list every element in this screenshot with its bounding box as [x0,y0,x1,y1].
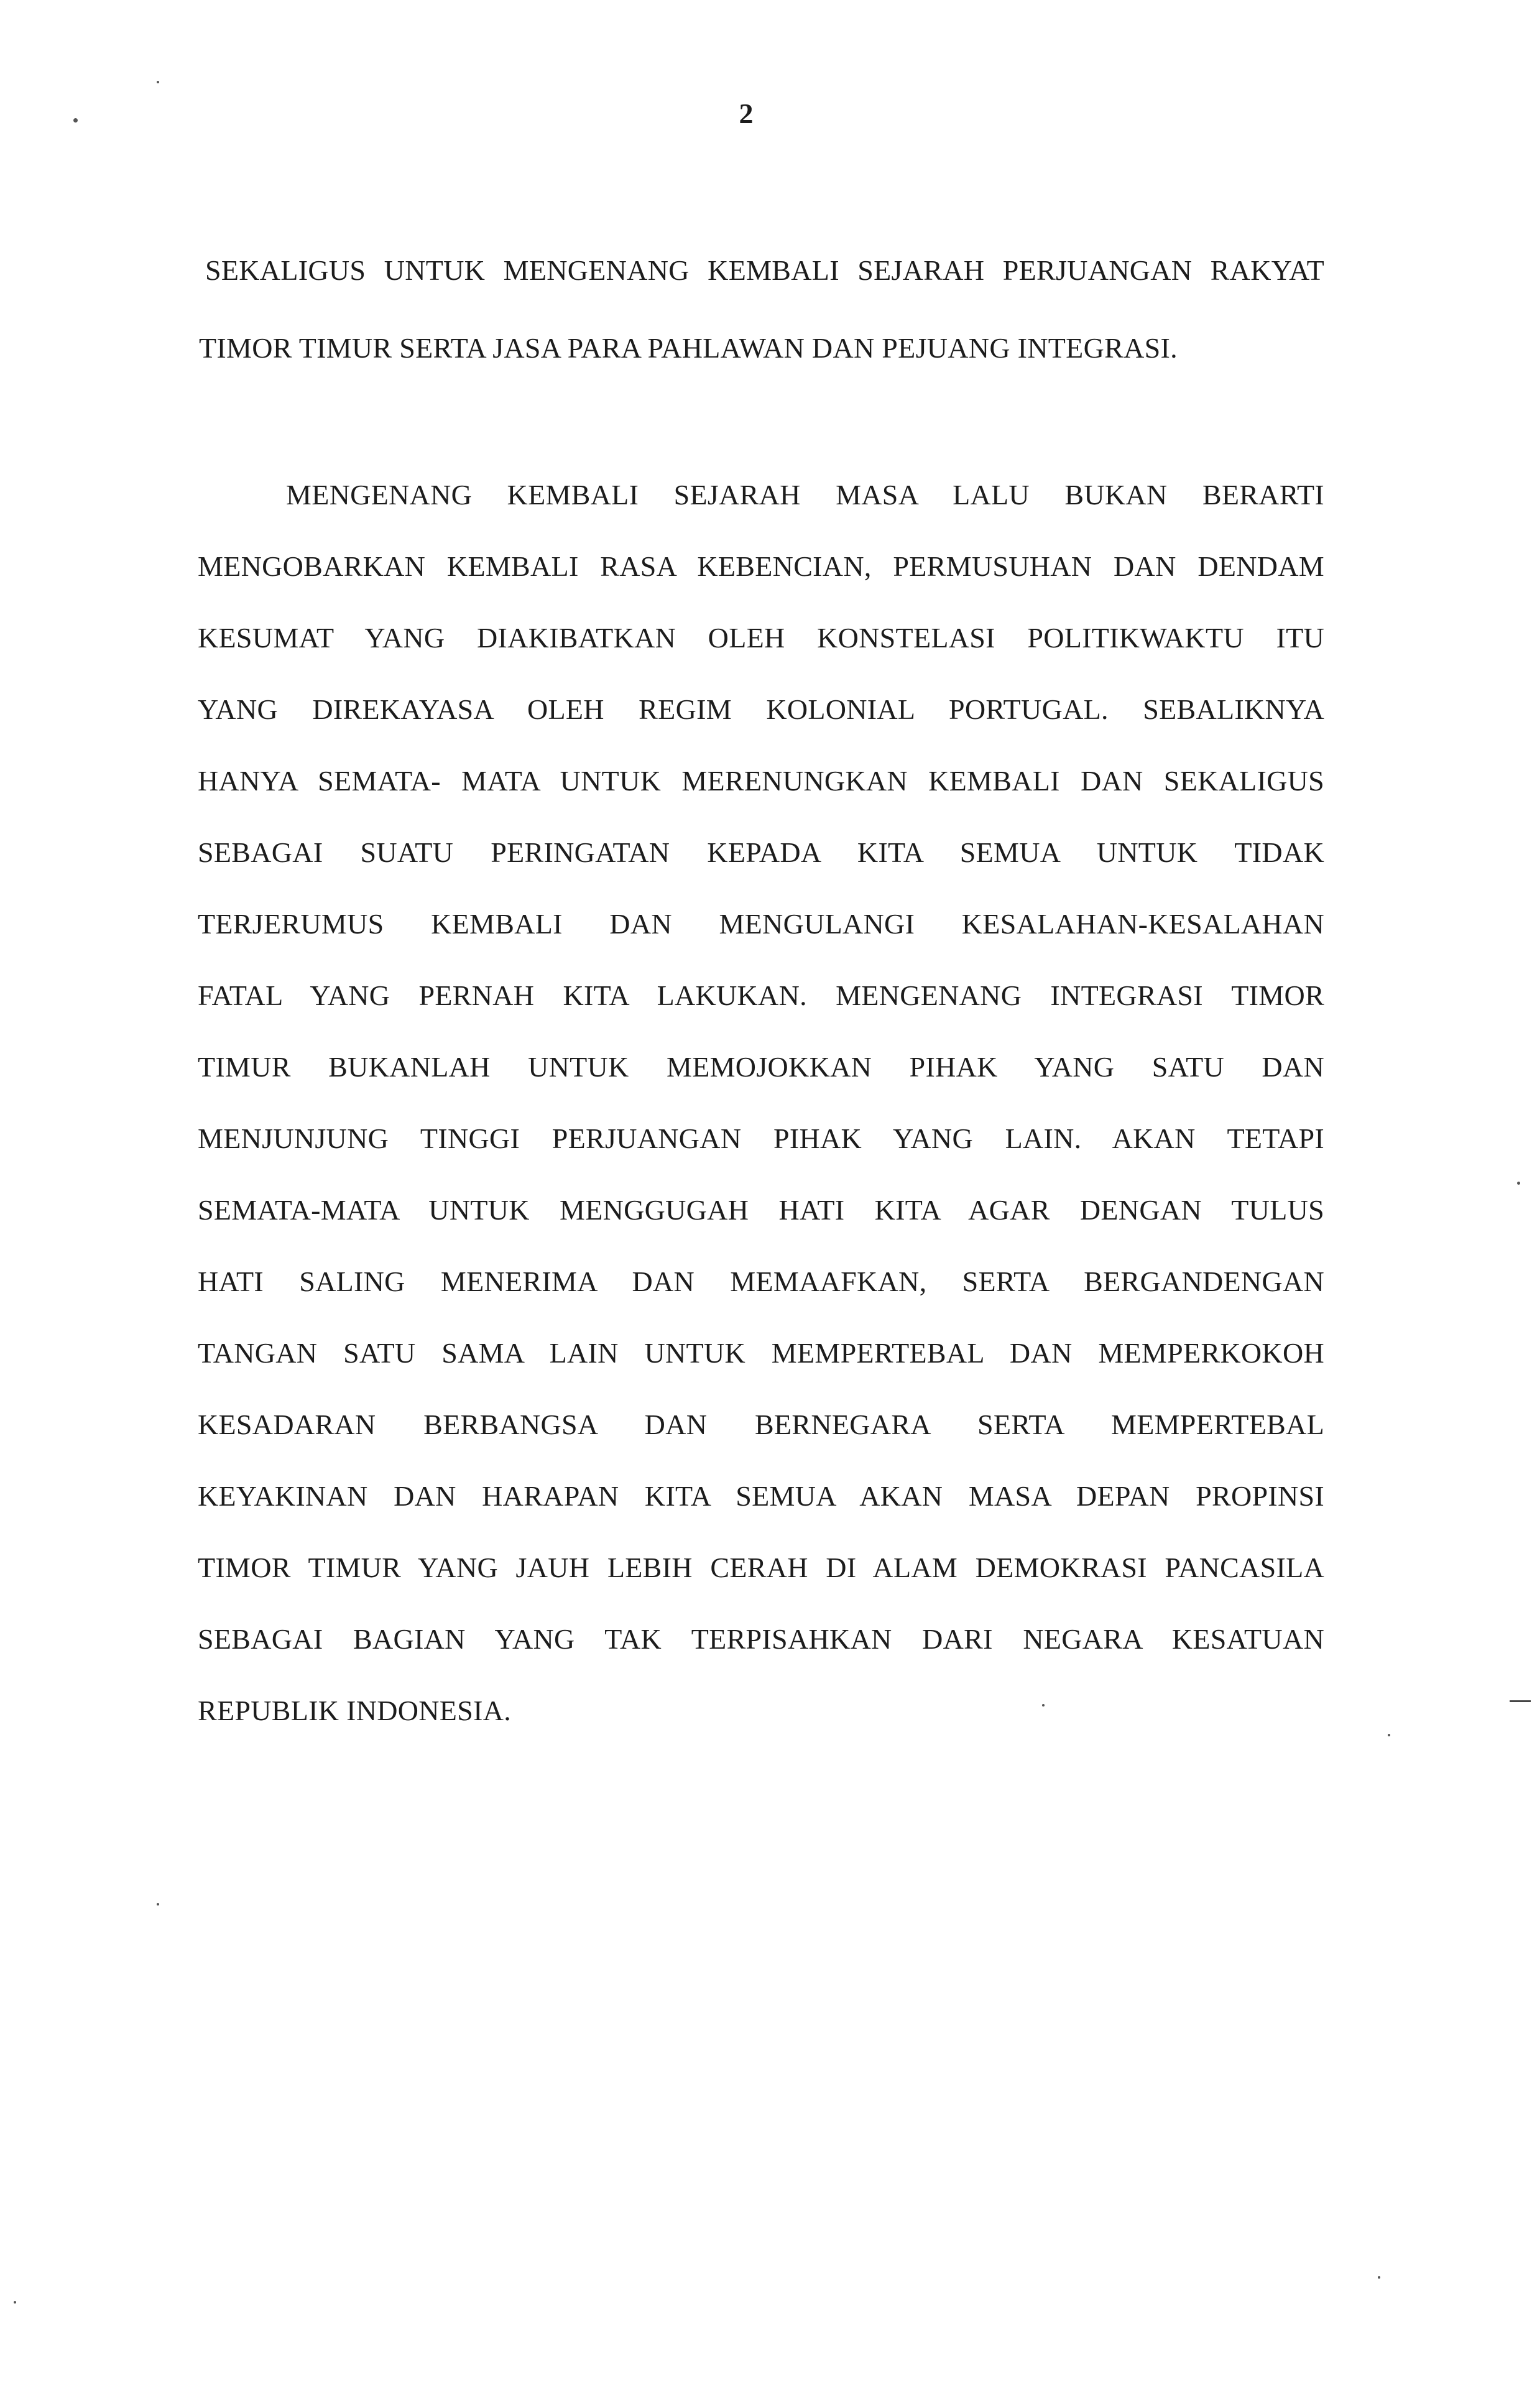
scan-speck [1388,1734,1390,1736]
text-line: TIMOR TIMUR YANG JAUH LEBIH CERAH DI ALAM DEMOKRASI PANCASILA [198,1552,1324,1583]
text-line: KEYAKINAN DAN HARAPAN KITA SEMUA AKAN MASA DEPAN PROPINSI [198,1480,1324,1512]
text-line: MENGENANG KEMBALI SEJARAH MASA LALU BUKAN BERARTI [286,479,1324,511]
text-line: MENJUNJUNG TINGGI PERJUANGAN PIHAK YANG LAIN. AKAN TETAPI [198,1123,1324,1154]
scan-speck [157,81,159,83]
text-line: TIMOR TIMUR SERTA JASA PARA PAHLAWAN DAN PEJUANG INTEGRASI. [199,332,1178,364]
text-line: KESUMAT YANG DIAKIBATKAN OLEH KONSTELASI POLITIKWAKTU ITU [198,622,1324,654]
scan-mark [1510,1700,1531,1702]
text-line: YANG DIREKAYASA OLEH REGIM KOLONIAL PORTUGAL. SEBALIKNYA [198,693,1324,725]
scan-speck [1517,1182,1520,1185]
text-line: SEBAGAI BAGIAN YANG TAK TERPISAHKAN DARI NEGARA KESATUAN [198,1623,1324,1655]
text-line: MENGOBARKAN KEMBALI RASA KEBENCIAN, PERMUSUHAN DAN DENDAM [198,550,1324,582]
text-line: REPUBLIK INDONESIA. [198,1695,512,1726]
text-line: FATAL YANG PERNAH KITA LAKUKAN. MENGENANG INTEGRASI TIMOR [198,979,1324,1011]
scan-speck [157,1903,159,1906]
scan-speck [14,2301,16,2304]
text-line: KESADARAN BERBANGSA DAN BERNEGARA SERTA MEMPERTEBAL [198,1409,1324,1440]
page-number: 2 [739,98,754,129]
text-line: SEBAGAI SUATU PERINGATAN KEPADA KITA SEMUA UNTUK TIDAK [198,836,1324,868]
text-line: TERJERUMUS KEMBALI DAN MENGULANGI KESALAHAN-KESALAHAN [198,908,1324,940]
scan-speck [1042,1704,1045,1706]
text-line: SEMATA-MATA UNTUK MENGGUGAH HATI KITA AGAR DENGAN TULUS [198,1194,1324,1226]
scan-speck [73,118,78,123]
text-line: TANGAN SATU SAMA LAIN UNTUK MEMPERTEBAL DAN MEMPERKOKOH [198,1337,1324,1369]
scan-speck [1378,2276,1380,2279]
text-line: HANYA SEMATA- MATA UNTUK MERENUNGKAN KEMBALI DAN SEKALIGUS [198,765,1324,797]
text-line: HATI SALING MENERIMA DAN MEMAAFKAN, SERTA BERGANDENGAN [198,1266,1324,1297]
text-line: TIMUR BUKANLAH UNTUK MEMOJOKKAN PIHAK YANG SATU DAN [198,1051,1324,1083]
text-line: SEKALIGUS UNTUK MENGENANG KEMBALI SEJARAH PERJUANGAN RAKYAT [205,254,1324,286]
